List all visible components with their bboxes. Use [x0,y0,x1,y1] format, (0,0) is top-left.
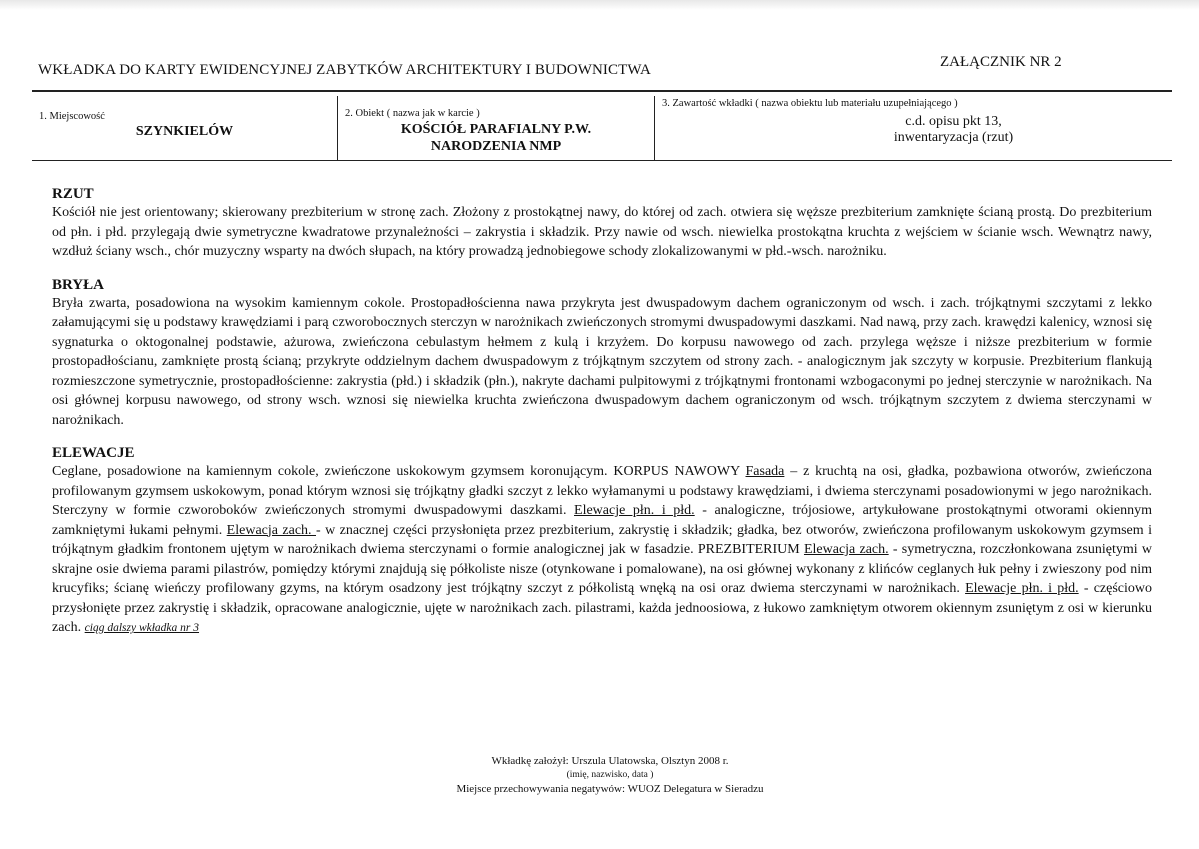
elewacje-subhead-zach: Elewacja zach. [226,522,316,538]
field-contents-line2: inwentaryzacja (rzut) [893,130,1014,145]
document-footer [360,753,860,797]
field-contents-line1: c.d. opisu pkt 13, [905,114,1002,129]
elewacje-subhead-fasada: Fasada [745,464,785,479]
section-rzut-text: Kościół nie jest orientowany; skierowany prezbiterium w stronę zach. Złożony z prostokątnej nawy, do której od zach. otwiera się węższe prezbiterium zamknięte ścianą prostą. Do prezbiterium od płn. i płd. przylegają dwie symetryczne kwadratowe przynależności – zakrystia i składzik. Przy nawie od wsch. niewielka prostokątna kruchta z wejściem w ścianie wsch. Wewnątrz nawy, wzdłuż ściany wsch., chór muzyczny wsparty na dwóch słupach, na który prowadzą jednobiegowe schody zlokalizowanymi w płd.-wsch. narożniku. [52,205,1152,259]
section-bryla-heading: BRYŁA [52,276,104,293]
section-rzut [52,185,1152,262]
section-rzut-heading: RZUT [52,186,94,202]
section-bryla-text: Bryła zwarta, posadowiona na wysokim kamiennym cokole. Prostopadłościenna nawa przykryta jest dwuspadowym dachem ograniczonym od wsch. i zach. trójkątnymi szczytami z lekko załamującymi się u podstawy krawędziami i parą czworobocznych sterczyn w narożnikach zwieńczonych stromymi dwuspadowymi daszkami. Nad nawą, przy zach. krawędzi kalenicy, wznosi się sygnaturka o oktogonalnej podstawie, ażurowa, zwieńczona cebulastym hełmem z kulą i krzyżem. Do korpusu nawowego od zach. przylega węższe i niższe prezbiterium w formie prostopadłościanu, zamknięte prostą ścianą; przykryte oddzielnym dachem dwuspadowym z trójkątnym szczytem od strony zach. - analogicznym jak szczyty w korpusie. Prezbiterium flankują rozmieszczone symetrycznie, prostopadłościenne: zakrystia (płd.) i składzik (płn.), nakryte dachami pulpitowymi z trójkątnymi frontonami wzbogaconymi po jednej sterczynie w narożnikach. Na osi głównej korpusu nawowego, od strony wsch. wznosi się niewielka kruchta zwieńczona dwuspadowym dachem ograniczonym od wsch. trójkątnym szczytem z dwiema sterczynami w narożnikach. [52,295,1152,428]
footer-negatives-location: Miejsce przechowywania negatywów: WUOZ Delegatura w Sieradzu [456,783,764,795]
elewacje-text-4: - w znacznej części przysłonięta przez prezbiterium, zakrystię i składzik; gładka, bez otworów, zwieńczona profilowanym uskokowym gzymsem i trójkątnym gładkim frontonem ujętym w narożnikach dwiema sterczynami o formie analogicznej jak w fasadzie. PREZBITERIUM [52,522,1152,557]
elewacje-text-3: - analogiczne, trójosiowe, artykułowane prostokątnymi otworami okiennym zamkniętymi łukami pełnymi. [52,503,1152,538]
continuation-note: ciąg dalszy wkładka nr 3 [84,622,200,634]
footer-author: Wkładkę założył: Urszula Ulatowska, Olsztyn 2008 r. [491,755,729,767]
field-object-line1: KOŚCIÓŁ PARAFIALNY P.W. [400,122,592,137]
field-locality [32,96,337,160]
field-object-line2: NARODZENIA NMP [430,139,562,154]
document-body [52,185,1152,653]
field-contents-label: 3. Zawartość wkładki ( nazwa obiektu lub materiału uzupełniającego ) [662,98,958,109]
elewacje-text-6: - częściowo przysłonięte przez zakrystię i składzik, opracowane analogicznie, ujęte w narożnikach zach. pilastrami, każda jednoosiowa, z łukowo zamkniętym otworem okiennym zsuniętym z osi w kierunku zach. [52,581,1152,635]
elewacje-text-1: Ceglane, posadowione na kamiennym cokole, zwieńczone uskokowym gzymsem koronującym. KORPUS NAWOWY [52,464,746,479]
field-object [337,96,654,160]
field-contents-value [735,114,1172,146]
section-elewacje-heading: ELEWACJE [52,445,135,461]
section-elewacje-text [52,462,1152,639]
elewacje-text-2: – z kruchtą na osi, gładka, pozbawiona otworów, zwieńczona profilowanym gzymsem uskokowym, ponad którym wznosi się trójkątny gładki szczyt z lekko wyłamanymi u podstawy krawędziami, i dwiema sterczynami posadowionymi w jego narożnikach. Sterczyny w formie czworoboków zwieńczonych stromymi dwuspadowymi daszkami. [52,464,1153,518]
field-contents [654,96,1172,160]
header-rule [32,90,1172,92]
section-bryla [52,276,1152,431]
elewacje-subhead-prezb-zach: Elewacja zach. [803,542,889,557]
footer-author-caption: (imię, nazwisko, data ) [566,770,654,780]
elewacje-subhead-pln-pld: Elewacje płn. i płd. [574,503,695,518]
section-elewacje [52,444,1152,639]
annex-number: ZAŁĄCZNIK NR 2 [940,54,1062,70]
field-locality-value: SZYNKIELÓW [135,124,234,139]
document-title: WKŁADKA DO KARTY EWIDENCYJNEJ ZABYTKÓW ARCHITEKTURY I BUDOWNICTWA [38,62,651,78]
scan-edge [0,0,1199,10]
header-fields [32,96,1172,161]
field-object-label: 2. Obiekt ( nazwa jak w karcie ) [345,108,480,119]
field-object-value [338,121,654,155]
elewacje-subhead-prezb-pln-pld: Elewacje płn. i płd. [965,581,1079,596]
elewacje-text-5: - symetryczna, rozczłonkowana zsuniętymi w skrajne osie dwiema parami pilastrów, pomiędzy którymi znajdują się półkoliste nisze (otynkowane i pomalowane), na osi głównej wykonany z klińców ceglanych łuk pełny i zwieszony pod nim krucyfiks; ścianę wieńczy profilowany gzyms, na którym osadzony jest trójkątny szczyt z półkolistą wnęką na osi oraz dwiema sterczynami w narożnikach. [52,542,1152,596]
field-locality-label: 1. Miejscowość [39,111,105,122]
